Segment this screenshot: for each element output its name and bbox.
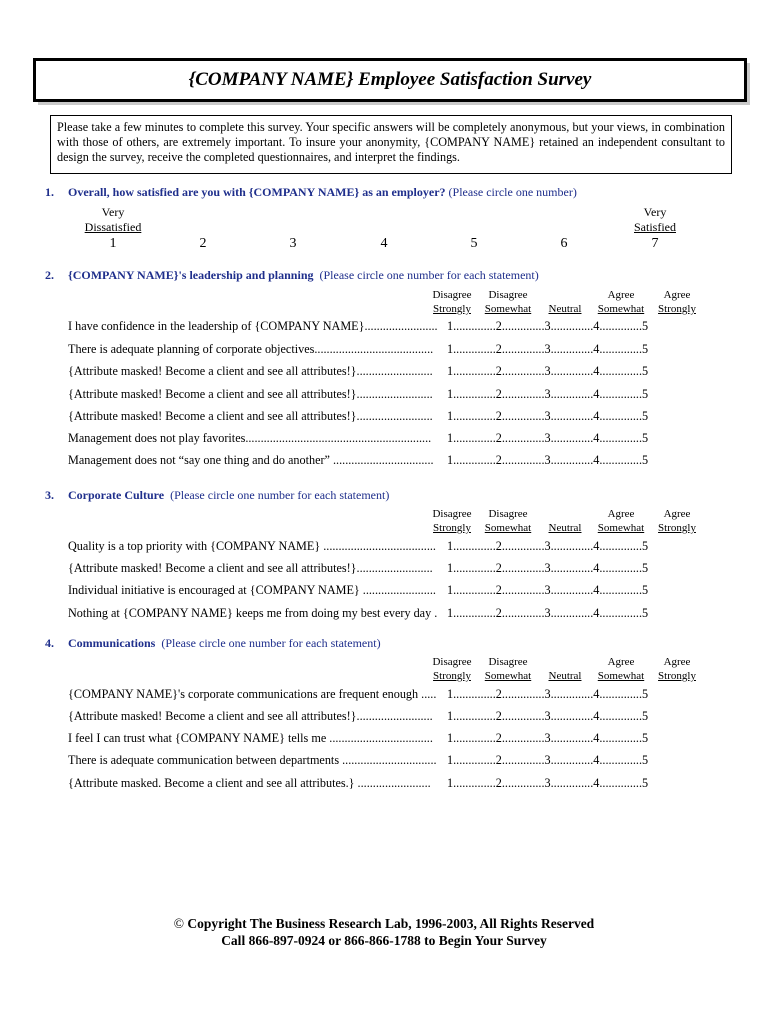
q4-number: 4. [45,636,54,650]
q3-rating-scale[interactable]: 1..............2..............3..............4..............5 [447,583,649,597]
q2-title: {COMPANY NAME}'s leadership and planning (Please circle one number for each statement) [68,268,539,282]
header-neutral: Neutral [548,522,582,534]
q1-option-6[interactable]: 6 [560,236,568,251]
q1-option-3[interactable]: 3 [289,236,297,251]
q2-rating-scale[interactable]: 1..............2..............3..............4..............5 [447,342,649,356]
header-agree-somewhat: Agree Somewhat [597,656,645,682]
q1-option-4[interactable]: 4 [380,236,388,251]
intro-text: Please take a few minutes to complete this survey. Your specific answers will be completely anonymous, but your views, in combination with those of others, are extremely important. To insure your anonymity, {COMPANY NAME} retained an independent consultant to design the survey, receive the completed questionnaires, and interpret the findings. [50,115,732,174]
q4-statement: {COMPANY NAME}'s corporate communications are frequent enough ..... [68,687,437,701]
page-title: {COMPANY NAME} Employee Satisfaction Survey [33,58,747,102]
header-agree-strongly: Agree Strongly [658,508,696,534]
q3-statement: {Attribute masked! Become a client and see all attributes!}......................... [68,561,433,575]
q3-statement: Individual initiative is encouraged at {COMPANY NAME} ........................ [68,583,436,597]
q3-statement: Nothing at {COMPANY NAME} keeps me from doing my best every day . [68,606,438,620]
header-neutral: Neutral [548,303,582,315]
footer-call: Call 866-897-0924 or 866-866-1788 to Begin Your Survey [221,933,547,948]
q4-rating-scale[interactable]: 1..............2..............3..............4..............5 [447,776,649,790]
header-disagree-strongly: Disagree Strongly [432,508,472,534]
q1-option-5[interactable]: 5 [470,236,478,251]
q3-instruction: (Please circle one number for each statement) [170,488,390,502]
q1-number: 1. [45,185,54,199]
q3-rating-scale[interactable]: 1..............2..............3..............4..............5 [447,606,649,620]
q4-statement: {Attribute masked! Become a client and see all attributes!}......................... [68,709,433,723]
q4-rating-scale[interactable]: 1..............2..............3..............4..............5 [447,709,649,723]
q2-statement: Management does not “say one thing and do another” ................................. [68,453,434,467]
q3-rating-scale[interactable]: 1..............2..............3..............4..............5 [447,561,649,575]
q1-option-2[interactable]: 2 [199,236,207,251]
q4-instruction: (Please circle one number for each statement) [161,636,381,650]
q3-rating-scale[interactable]: 1..............2..............3..............4..............5 [447,539,649,553]
q2-statement: There is adequate planning of corporate objectives....................................... [68,342,434,356]
q1-title: Overall, how satisfied are you with {COMPANY NAME} as an employer? (Please circle one number) [68,185,577,199]
header-agree-strongly: Agree Strongly [658,289,696,315]
q2-rating-scale[interactable]: 1..............2..............3..............4..............5 [447,409,649,423]
header-agree-strongly: Agree Strongly [658,656,696,682]
q2-rating-scale[interactable]: 1..............2..............3..............4..............5 [447,364,649,378]
header-disagree-somewhat: Disagree Somewhat [484,656,532,682]
q2-statement: Management does not play favorites............................................................. [68,431,432,445]
footer-copyright: © Copyright The Business Research Lab, 1996-2003, All Rights Reserved [173,916,595,931]
header-disagree-somewhat: Disagree Somewhat [484,508,532,534]
q1-low-label: Very Dissatisfied [84,205,142,234]
copyright-icon: © [173,916,185,931]
header-disagree-strongly: Disagree Strongly [432,289,472,315]
q4-rating-scale[interactable]: 1..............2..............3..............4..............5 [447,731,649,745]
q1-option-7[interactable]: 7 [651,236,659,251]
q1-option-1[interactable]: 1 [109,236,117,251]
q2-statement: {Attribute masked! Become a client and see all attributes!}......................... [68,364,433,378]
q4-statement: {Attribute masked. Become a client and see all attributes.} ........................ [68,776,431,790]
header-agree-somewhat: Agree Somewhat [597,508,645,534]
q2-rating-scale[interactable]: 1..............2..............3..............4..............5 [447,453,649,467]
q4-rating-scale[interactable]: 1..............2..............3..............4..............5 [447,687,649,701]
q2-statement: {Attribute masked! Become a client and see all attributes!}......................... [68,409,433,423]
header-disagree-somewhat: Disagree Somewhat [484,289,532,315]
q2-statement: {Attribute masked! Become a client and see all attributes!}......................... [68,387,433,401]
q3-statement: Quality is a top priority with {COMPANY NAME} ..................................... [68,539,436,553]
q2-rating-scale[interactable]: 1..............2..............3..............4..............5 [447,431,649,445]
q1-high-label: Very Satisfied [634,205,676,234]
q2-rating-scale[interactable]: 1..............2..............3..............4..............5 [447,387,649,401]
q2-instruction: (Please circle one number for each statement) [319,268,539,282]
header-agree-somewhat: Agree Somewhat [597,289,645,315]
q2-rating-scale[interactable]: 1..............2..............3..............4..............5 [447,319,649,333]
q2-number: 2. [45,268,54,282]
q2-statement: I have confidence in the leadership of {COMPANY NAME}........................ [68,319,438,333]
q3-number: 3. [45,488,54,502]
q4-statement: I feel I can trust what {COMPANY NAME} tells me .................................. [68,731,433,745]
header-disagree-strongly: Disagree Strongly [432,656,472,682]
header-neutral: Neutral [548,670,582,682]
q4-title: Communications (Please circle one number for each statement) [68,636,381,650]
q1-instruction: (Please circle one number) [448,185,577,199]
q4-statement: There is adequate communication between departments ............................... [68,753,437,767]
q4-rating-scale[interactable]: 1..............2..............3..............4..............5 [447,753,649,767]
q3-title: Corporate Culture (Please circle one number for each statement) [68,488,390,502]
